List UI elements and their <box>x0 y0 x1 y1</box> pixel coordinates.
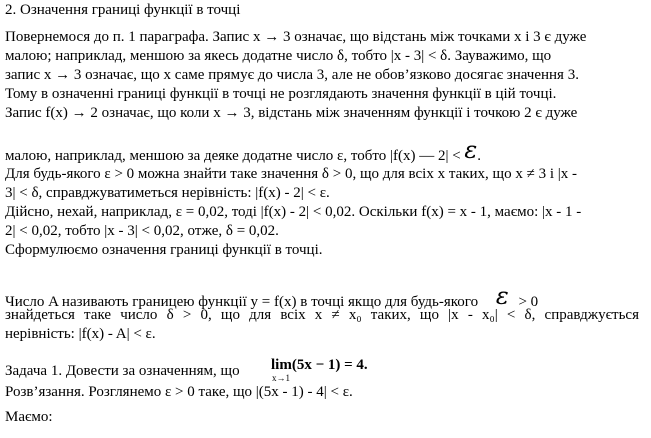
intro-line-2: малою; наприклад, меншою за якесь додатне число δ, тобто |x - 3| < δ. Зауважимо, що <box>5 48 552 64</box>
definition-line-1-text: Число A називають границею функції y = f(x) в точці якщо для будь-якого <box>5 294 479 310</box>
definition-epsilon-symbol: ε <box>495 282 509 310</box>
intro-line-5: Запис f(x) → 2 означає, що коли x → 3, відстань між значенням функції і точкою 2 є дуже <box>5 105 578 121</box>
epsilon-line-text: малою, наприклад, меншою за деяке додатне число ε, тобто |f(x) — 2| < <box>5 148 461 164</box>
solution-line: Розв’язання. Розглянемо ε > 0 таке, що |(5x - 1) - 4| < ε. <box>5 384 353 400</box>
section-heading: 2. Означення границі функції в точці <box>5 2 241 18</box>
limit-subscript: x→1 <box>272 373 290 383</box>
big-epsilon-symbol: ε <box>464 136 478 164</box>
epsilon-line <box>5 136 482 166</box>
example-line-3: Дійсно, нехай, наприклад, ε = 0,02, тоді |f(x) - 2| < 0,02. Оскільки f(x) = x - 1, маємо: |x - 1 - <box>5 204 582 220</box>
intro-line-4: Тому в означенні границі функції в точці не розглядають значення функції в цій точці. <box>5 86 557 102</box>
example-line-2: 3| < δ, справджуватиметься нерівність: |f(x) - 2| < ε. <box>5 185 330 201</box>
definition-line-3: нерівність: |f(x) - A| < ε. <box>5 326 156 342</box>
example-line-4: 2| < 0,02, тобто |x - 3| < 0,02, отже, δ = 0,02. <box>5 223 279 239</box>
epsilon-line-end: . <box>477 148 482 164</box>
example-line-5: Сформулюємо означення границі функції в точці. <box>5 242 323 258</box>
intro-line-3: запис x → 3 означає, що x саме прямує до числа 3, але не обов’язково досягає значення 3. <box>5 67 579 83</box>
limit-main: lim(5x − 1) = 4. <box>271 357 368 373</box>
have-line: Маємо: <box>5 409 53 425</box>
definition-line-2: знайдеться таке число δ > 0, що для всіх x ≠ x₀ таких, що |x - x₀| < δ, справджується <box>5 307 639 323</box>
example-line-1: Для будь-якого ε > 0 можна знайти таке значення δ > 0, що для всіх x таких, що x ≠ 3 і |x - <box>5 166 578 182</box>
definition-line-1-tail: > 0 <box>518 294 539 310</box>
intro-line-1: Повернемося до п. 1 параграфа. Запис x → 3 означає, що відстань між точками x і 3 є дуже <box>5 29 587 45</box>
task-label: Задача 1. Довести за означенням, що <box>5 363 240 379</box>
